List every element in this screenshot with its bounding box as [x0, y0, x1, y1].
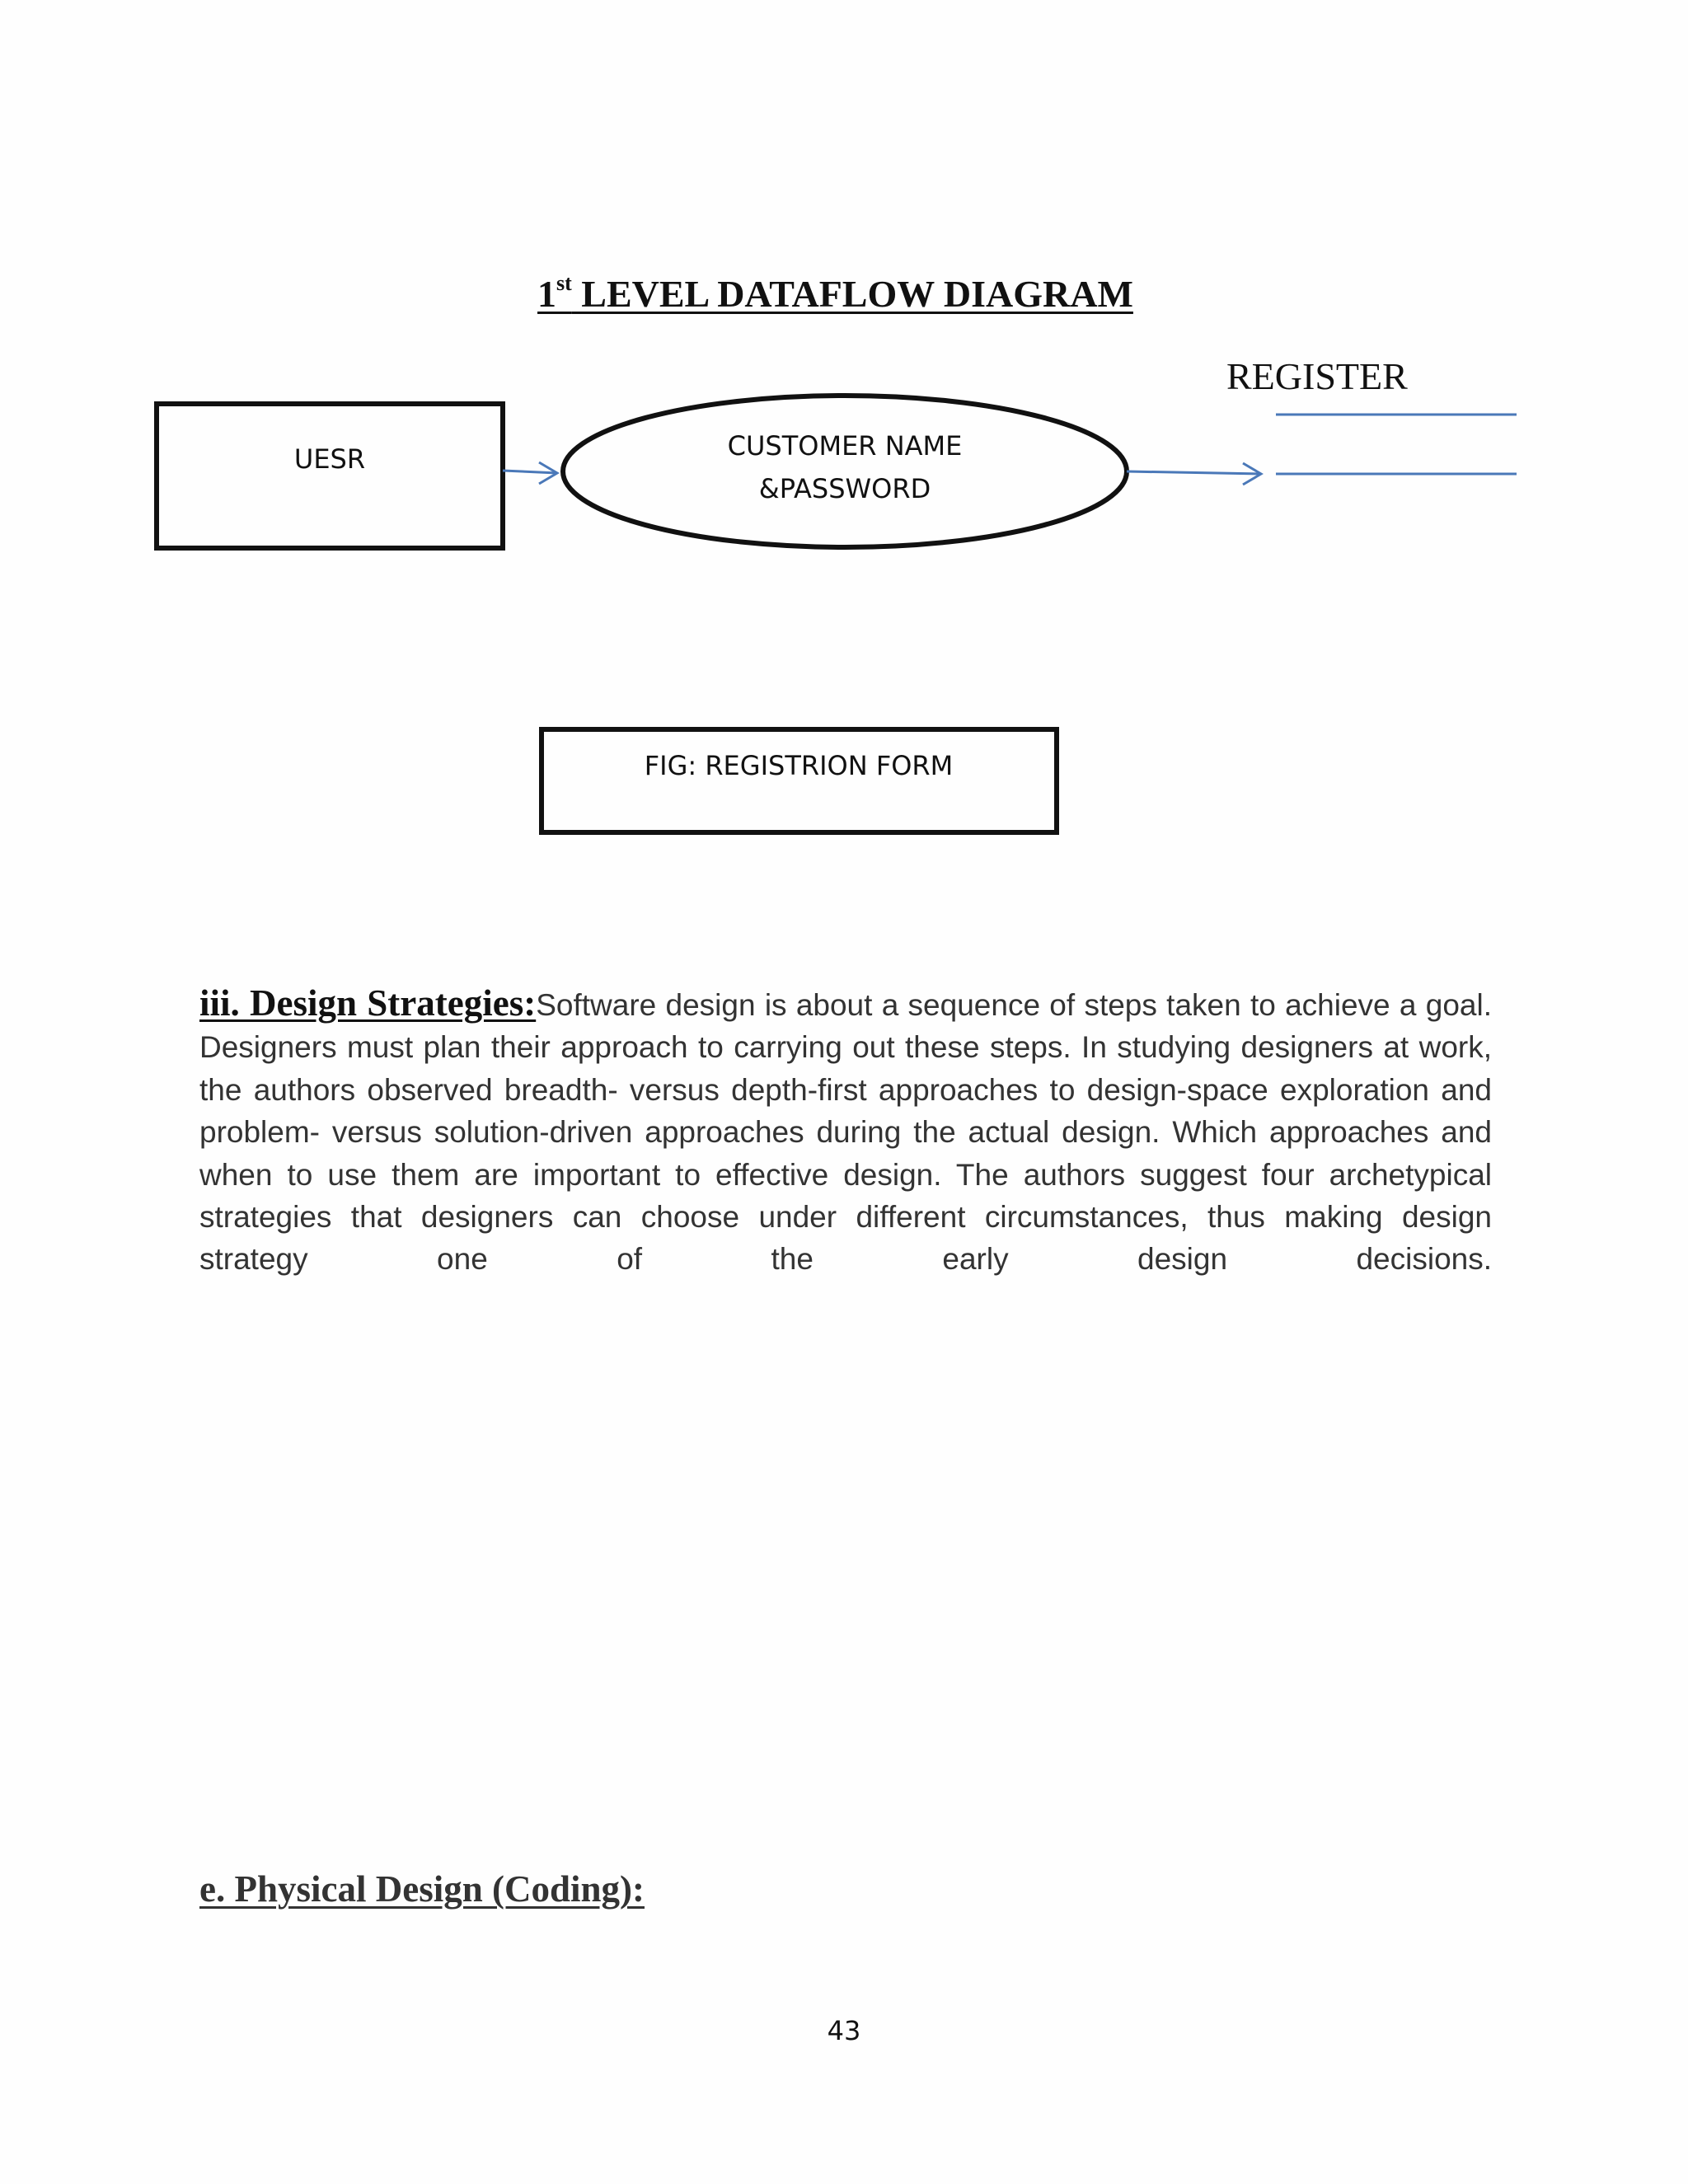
physical-design-heading: e. Physical Design (Coding):	[199, 1868, 645, 1910]
title-number: 1	[537, 273, 556, 315]
arrow-user-to-process	[503, 471, 557, 473]
title-superscript: st	[556, 271, 572, 295]
process-label-line1: CUSTOMER NAME	[727, 430, 963, 462]
process-ellipse	[563, 396, 1127, 547]
title-text: LEVEL DATAFLOW DIAGRAM	[571, 273, 1133, 315]
figure-caption: FIG: REGISTRION FORM	[644, 750, 954, 781]
design-strategies-paragraph	[199, 982, 1492, 1281]
dataflow-diagram	[0, 0, 1688, 865]
user-entity-label: UESR	[293, 443, 366, 475]
user-entity-box	[157, 404, 503, 548]
design-strategies-body: Software design is about a sequence of steps taken to achieve a goal. Designers must plan their approach to carrying out these steps. In studying designers at work, the authors observed breadth- versus depth-first approaches to design-space exploration and problem- versus solution-driven approaches during the actual design. Which approaches and when to use them are important to effective design. The authors suggest four archetypical strategies that designers can choose under different circumstances, thus making design strategy one of the early design decisions.	[199, 988, 1493, 1277]
design-strategies-heading: iii. Design Strategies:	[199, 982, 537, 1024]
page-number: 43	[827, 2015, 861, 2046]
arrow-process-to-register	[1127, 471, 1261, 474]
register-label: REGISTER	[1226, 355, 1408, 397]
process-label-line2: &PASSWORD	[758, 473, 931, 504]
